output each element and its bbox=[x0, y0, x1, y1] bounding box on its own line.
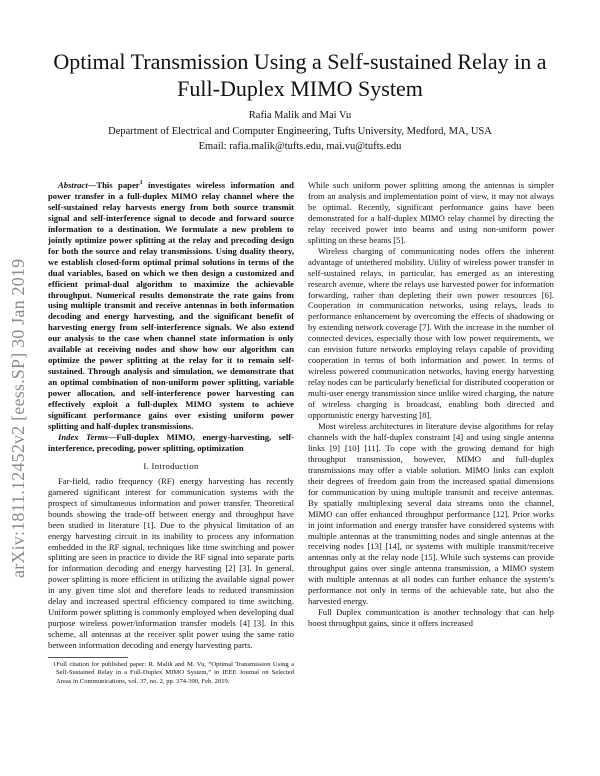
index-terms-text: —Full-duplex MIMO, energy-harvesting, self-interference, precoding, power splitting, optimization bbox=[48, 431, 294, 453]
left-column bbox=[48, 180, 294, 760]
body-paragraph: Most wireless architectures in literature devise algorithms for relay channels with the half-duplex constraint [4] and using single antenna links [9] [10] [11]. To cope with the growing demand for high throughput transmission, however, MIMO and full-duplex transmissions may offer a viable solution. MIMO links can exploit their degrees of freedom gain from the increased spatial dimensions for communication by using multiple transmit and receive antennas. By spatially multiplexing several data streams onto the channel, MIMO can offer enhanced throughput performance [12]. Prior works in joint information and energy transfer have considered systems with multiple antennas at the transmitting nodes and single antennas at the receiving nodes [13] [14], or systems with multiple transmit/receive antennas only at the relay node [15]. While such systems can provide throughput gains over single antenna transmission, a MIMO system with multiple antennas at all nodes can further enhance the system’s performance not only in terms of the achievable rate, but also the harvested energy. bbox=[308, 420, 554, 607]
body-paragraph: Wireless charging of communicating nodes offers the inherent advantage of untethered mobility. Utility of wireless power transfer in self-sustained relays, in particular, has emerged as an interesting research avenue, where the relays use harvested power for information forwarding, rather than depleting their own power resources [6]. Cooperation in communication networks, using relays, leads to performance enhancement by overcoming the effects of shadowing or by extending network coverage [7]. With the increase in the number of connected devices, especially those with low power requirements, we can envision future networks employing relays capable of providing cooperation in terms of both information and power. In terms of wireless powered communication networks, having energy harvesting relay nodes can be particularly beneficial for distributed cooperation or multi-user energy transmission since unlike wired charging, the nature of wireless charging is broadcast, enabling both directed and opportunistic energy harvesting [8]. bbox=[308, 245, 554, 421]
footnote-divider bbox=[48, 657, 128, 658]
footnote-mark: 1 bbox=[139, 180, 143, 187]
index-terms-lead: Index Terms bbox=[58, 431, 108, 442]
abstract-lead: Abstract bbox=[58, 180, 88, 190]
body-paragraph: Full Duplex communication is another technology that can help boost throughput gains, since it offers increased bbox=[308, 607, 554, 629]
index-terms bbox=[48, 432, 294, 454]
arxiv-identifier: arXiv:1811.12452v2 [eess.SP] 30 Jan 2019 bbox=[8, 258, 28, 578]
arxiv-identifier-stamp bbox=[4, 200, 32, 580]
footnote: 1Full citation for published paper: R. Malik and M. Vu, “Optimal Transmission Using a Self-Sustained Relay in a Full-Duplex MIMO System,” in IEEE Journal on Selected Areas in Communications, vol. 37, no. 2, pp. 374-390, Feb. 2019. bbox=[53, 661, 294, 685]
section-heading-introduction: I. Introduction bbox=[143, 460, 199, 471]
abstract-text: investigates wireless information and power transfer in a full-duplex MIMO relay channel where the self-sustained relay harvests energy from both source transmit signal and self-interference signal to decode and forward source information to a destination. We formulate a new problem to jointly optimize power splitting at the relay and precoding design for both the source and relay transmissions. Using duality theory, we establish closed-form optimal primal solutions in terms of the dual variables, based on which we then design a customized and efficient primal-dual algorithm to maximize the achievable throughput. Numerical results demonstrate the rate gains from using multiple transmit and receive antennas in both information decoding and energy harvesting, and the significant benefit of harvesting energy from self-interference signals. We also extend our analysis to the case when channel state information is only available at receiving nodes and show how our algorithm can optimize the power splitting at the relay for it to remain self-sustained. Through analysis and simulation, we demonstrate that an optimal combination of non-uniform power splitting, variable power allocation, and self-interference power harvesting can effectively exploit a full-duplex MIMO system to achieve significant performance gains over existing uniform power splitting and half-duplex transmissions. bbox=[48, 180, 294, 431]
paper-title: Optimal Transmission Using a Self-sustained Relay in a Full-Duplex MIMO System bbox=[53, 49, 547, 101]
abstract bbox=[48, 180, 294, 432]
author-email: Email: rafia.malik@tufts.edu, mai.vu@tufts.edu bbox=[198, 141, 402, 152]
right-column bbox=[308, 180, 554, 760]
author-affiliation: Department of Electrical and Computer Engineering, Tufts University, Medford, MA, USA bbox=[108, 126, 492, 137]
paper-authors: Rafia Malik and Mai Vu bbox=[248, 110, 352, 121]
body-paragraph: While such uniform power splitting among the antennas is simpler from an analysis and implementation point of view, it may not always be optimal. Recently, significant performance gains have been demonstrated for a half-duplex MIMO relay channel by directing the relay received power into beams and using non-uniform power splitting on these beams [5]. bbox=[308, 180, 554, 245]
intro-paragraph: Far-field, radio frequency (RF) energy harvesting has recently garnered significant interest for communication systems with the prospect of simultaneous information and power transfer. Theoretical bounds showing the trade-off between energy and throughput have been studied in literature [1]. Due to the physical limitation of an energy harvesting circuit in its inability to process any information embedded in the RF signal, techniques like time switching and power splitting are seen in practice to divide the RF signal into separate parts for information decoding and energy harvesting [2] [3]. In general, power splitting is more efficient in utilizing the available signal power in any given time slot and therefore leads to reduced transmission delay and increased spectral efficiency compared to time switching. Uniform power splitting is commonly employed when developing dual purpose wireless power/information transfer models [4] [3]. In this scheme, all antennas at the receiver split power using the same ratio between information decoding and energy harvesting parts. bbox=[48, 475, 294, 651]
abstract-dash: —This paper bbox=[87, 180, 140, 190]
